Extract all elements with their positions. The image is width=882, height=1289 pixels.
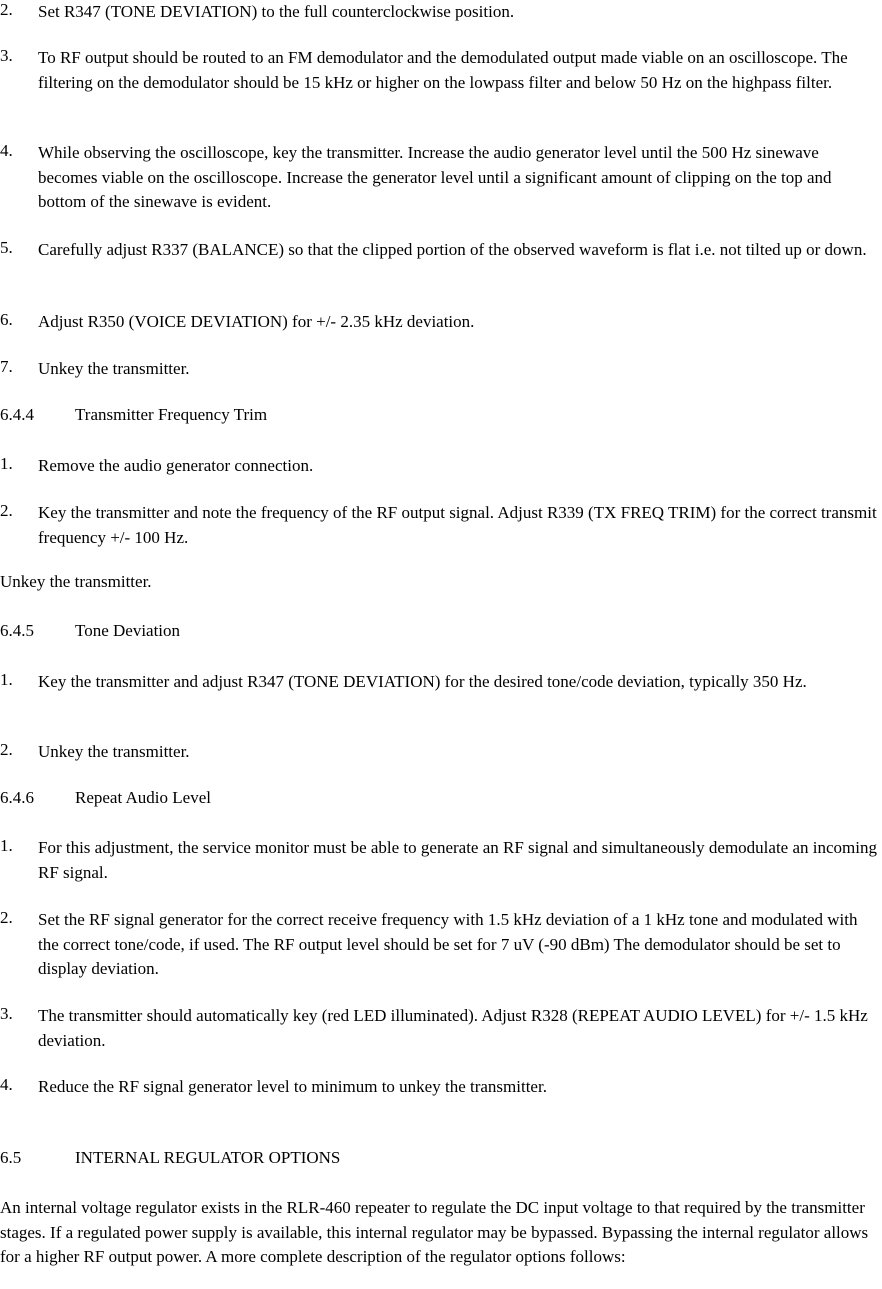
step-text: Carefully adjust R337 (BALANCE) so that the clipped portion of the observed waveform is flat i.e. not tilted up or down.	[38, 240, 867, 259]
section-number: 6.4.4	[0, 405, 34, 424]
section-number: 6.5	[0, 1148, 22, 1167]
section-title: INTERNAL REGULATOR OPTIONS	[75, 1148, 341, 1167]
step-text: Set the RF signal generator for the correct receive frequency with 1.5 kHz deviation of a 1 kHz tone and modulated with the correct tone/code, if used. The RF output level should be set for 7 uV (-90 dBm) The demodulator should be set to display deviation.	[38, 910, 858, 978]
step-number: 3.	[0, 46, 13, 65]
step-number: 2.	[0, 501, 13, 520]
step-text: Set R347 (TONE DEVIATION) to the full counterclockwise position.	[38, 2, 515, 21]
step-number: 5.	[0, 238, 13, 257]
step-number: 2.	[0, 0, 13, 19]
step-number: 1.	[0, 670, 13, 689]
step-text: While observing the oscilloscope, key the transmitter. Increase the audio generator level until the 500 Hz sinewave becomes viable on the oscilloscope. Increase the generator level until a significant amount of clipping on the top and bottom of the sinewave is evident.	[38, 143, 832, 211]
step-text: Adjust R350 (VOICE DEVIATION) for +/- 2.35 kHz deviation.	[38, 312, 475, 331]
section-number: 6.4.5	[0, 621, 34, 640]
step-number: 7.	[0, 357, 13, 376]
paragraph-regulator-description: An internal voltage regulator exists in the RLR-460 repeater to regulate the DC input voltage to that required by the transmitter stages. If a regulated power supply is available, this internal regulator may be bypassed. Bypassing the internal regulator allows for a higher RF output power. A more complete description of the regulator options follows:	[0, 1198, 869, 1266]
section-title: Transmitter Frequency Trim	[75, 405, 268, 424]
step-number: 4.	[0, 1075, 13, 1094]
step-number: 4.	[0, 141, 13, 160]
step-text: Unkey the transmitter.	[38, 742, 190, 761]
step-number: 1.	[0, 836, 13, 855]
step-text: Reduce the RF signal generator level to minimum to unkey the transmitter.	[38, 1077, 547, 1096]
step-text: Key the transmitter and adjust R347 (TONE DEVIATION) for the desired tone/code deviation, typically 350 Hz.	[38, 672, 807, 691]
paragraph-unkey: Unkey the transmitter.	[0, 572, 152, 591]
section-title: Repeat Audio Level	[75, 788, 211, 807]
section-title: Tone Deviation	[75, 621, 181, 640]
step-number: 6.	[0, 310, 13, 329]
step-text: To RF output should be routed to an FM demodulator and the demodulated output made viable on an oscilloscope. The filtering on the demodulator should be 15 kHz or higher on the lowpass filter and below 50 Hz on the highpass filter.	[38, 48, 848, 92]
step-number: 2.	[0, 740, 13, 759]
step-text: The transmitter should automatically key (red LED illuminated). Adjust R328 (REPEAT AUDIO LEVEL) for +/- 1.5 kHz deviation.	[38, 1006, 868, 1050]
step-text: Key the transmitter and note the frequency of the RF output signal. Adjust R339 (TX FREQ TRIM) for the correct transmit frequency +/- 100 Hz.	[38, 503, 877, 547]
step-text: For this adjustment, the service monitor must be able to generate an RF signal and simultaneously demodulate an incoming RF signal.	[38, 838, 877, 882]
step-number: 1.	[0, 454, 13, 473]
section-number: 6.4.6	[0, 788, 34, 807]
step-number: 3.	[0, 1004, 13, 1023]
step-text: Remove the audio generator connection.	[38, 456, 314, 475]
step-number: 2.	[0, 908, 13, 927]
step-text: Unkey the transmitter.	[38, 359, 190, 378]
